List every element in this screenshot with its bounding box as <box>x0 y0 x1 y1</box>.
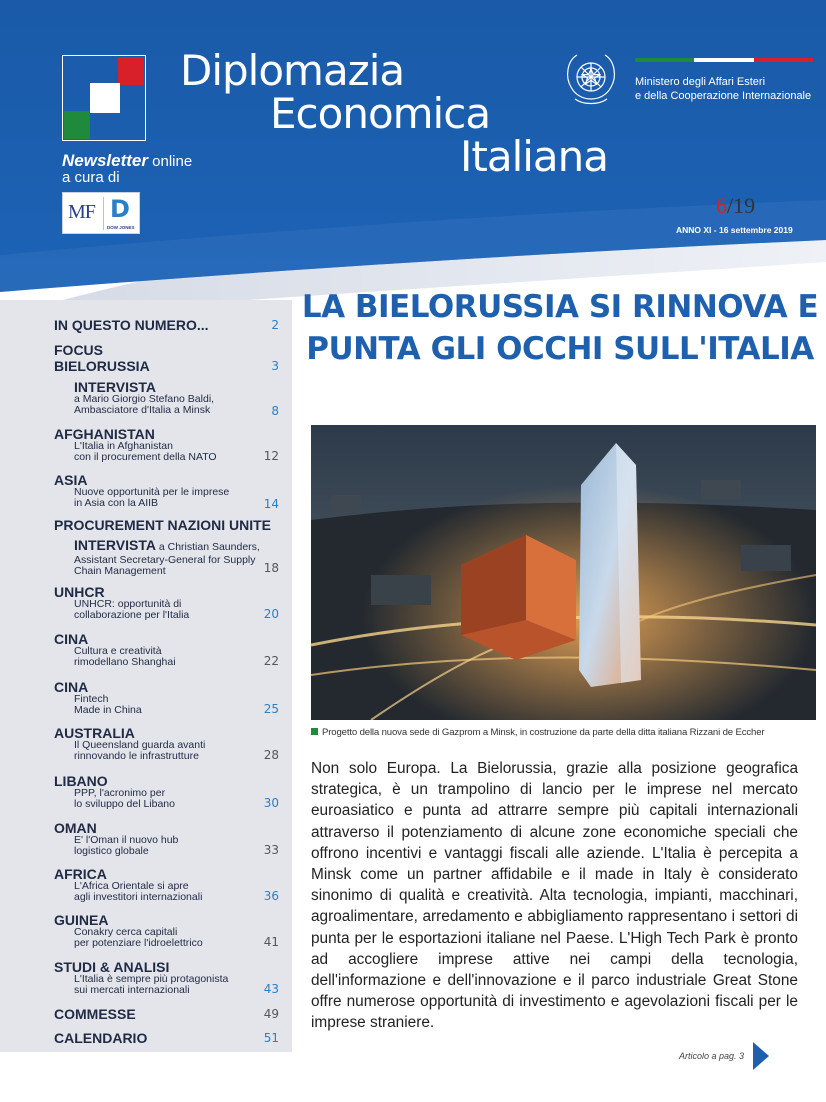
masthead-background <box>0 0 826 300</box>
brand-logo-mark <box>62 55 146 141</box>
ministry-line-2: e della Cooperazione Internazionale <box>635 90 812 103</box>
toc-heading: COMMESSE <box>54 1006 136 1022</box>
toc-entry-cina-fintech[interactable] <box>54 680 279 720</box>
mf-logo-text: MF <box>68 201 95 223</box>
toc-section-procurement <box>54 518 294 534</box>
toc-subtitle: Fintech Made in China <box>74 693 142 717</box>
toc-page-number: 43 <box>263 982 279 996</box>
toc-subtitle: E' l'Oman il nuovo hub logistico globale <box>74 834 179 858</box>
toc-subtitle: Il Queensland guarda avanti rinnovando le infrastrutture <box>74 739 206 763</box>
toc-subtitle: PPP, l'acronimo per lo sviluppo del Libano <box>74 787 175 811</box>
publication-title-line-3: Italiana <box>460 132 609 181</box>
toc-entry-asia[interactable] <box>54 473 279 513</box>
ministry-line-1: Ministero degli Affari Esteri <box>635 76 766 88</box>
toc-page-number: 12 <box>263 449 279 463</box>
toc-page-number: 51 <box>263 1031 279 1045</box>
dowjones-logo-letter: D <box>110 195 130 223</box>
toc-entry-bielorussia[interactable] <box>54 359 279 375</box>
toc-entry-cina-shanghai[interactable] <box>54 632 279 672</box>
toc-subtitle: Assistant Secretary-General for Supply Chain Management <box>74 554 256 578</box>
masthead <box>0 0 826 300</box>
gazprom-tower-render-image <box>311 425 816 720</box>
next-arrow-icon[interactable] <box>753 1042 769 1070</box>
toc-page-number: 30 <box>263 796 279 810</box>
ministry-name <box>635 75 811 104</box>
toc-page-number: 41 <box>263 935 279 949</box>
italian-republic-emblem-icon <box>561 47 621 111</box>
toc-entry-australia[interactable] <box>54 726 279 766</box>
toc-entry-studi-analisi[interactable] <box>54 960 279 1000</box>
toc-heading: BIELORUSSIA <box>54 358 150 374</box>
toc-entry-intervista-baldi[interactable] <box>54 380 279 420</box>
toc-page-number: 36 <box>263 889 279 903</box>
toc-heading: AUSTRALIA <box>54 725 135 741</box>
toc-heading: FOCUS <box>54 342 103 358</box>
toc-entry-intervista-saunders[interactable] <box>54 537 279 581</box>
toc-entry-africa[interactable] <box>54 867 279 907</box>
publication-title-line-2: Economica <box>270 89 491 138</box>
toc-page-number: 18 <box>263 561 279 575</box>
newsletter-curated-by: a cura di <box>62 168 120 186</box>
dowjones-logo-text: DOW JONES <box>107 225 135 230</box>
toc-heading: AFRICA <box>54 866 107 882</box>
toc-page-number: 20 <box>263 607 279 621</box>
mf-dowjones-logo <box>62 192 140 234</box>
toc-entry-libano[interactable] <box>54 774 279 814</box>
toc-subtitle: L'Italia in Afghanistan con il procurement della NATO <box>74 440 217 464</box>
issue-date: ANNO XI - 16 settembre 2019 <box>676 225 793 235</box>
toc-subtitle: Conakry cerca capitali per potenziare l'idroelettrico <box>74 926 203 950</box>
toc-heading: GUINEA <box>54 912 109 928</box>
toc-heading: STUDI & ANALISI <box>54 959 170 975</box>
toc-page-number: 8 <box>271 404 279 418</box>
toc-heading: OMAN <box>54 820 97 836</box>
photo-caption <box>311 727 821 738</box>
toc-subtitle: Cultura e creatività rimodellano Shanghai <box>74 645 176 669</box>
toc-heading: LIBANO <box>54 773 108 789</box>
toc-page-number: 14 <box>263 497 279 511</box>
caption-text: Progetto della nuova sede di Gazprom a Minsk, in costruzione da parte della ditta italiana Rizzani de Eccher <box>322 727 765 738</box>
toc-entry-guinea[interactable] <box>54 913 279 953</box>
toc-heading: AFGHANISTAN <box>54 426 155 442</box>
newsletter-label <box>62 152 192 186</box>
toc-page-number: 25 <box>263 702 279 716</box>
toc-entry-unhcr[interactable] <box>54 585 279 625</box>
article-body: Non solo Europa. La Bielorussia, grazie alla posizione geografica strategica, è un trampolino di lancio per le imprese nel mercato euroasiatico e punta ad attrarre sempre più capitali internazionali attraverso il potenziamento di alcune zone economiche speciali che offrono incentivi e vantaggi fiscali alle aziende. L'Italia è percepita a Minsk come un partner affidabile e il made in Italy è considerato sinonimo di qualità e creatività. Alta tecnologia, impianti, macchinari, agroalimentare, arredamento e abbigliamento rappresentano i settori di punta per le esportazioni italiane nel Paese. L'High Tech Park è pronto ad accogliere imprese attive nei campi della tecnologia, dell'informazione e dell'innovazione e il parco industriale Great Stone offre numerose opportunità di investimento e agevolazioni fiscali per le imprese straniere. <box>311 760 798 1032</box>
article-photo <box>311 425 816 720</box>
toc-subtitle: Nuove opportunità per le imprese in Asia con la AIIB <box>74 486 230 510</box>
publication-title-line-1: Diplomazia <box>180 46 405 95</box>
toc-heading: ASIA <box>54 472 88 488</box>
toc-page-number: 3 <box>271 359 279 373</box>
toc-heading: CALENDARIO <box>54 1030 148 1046</box>
issue-number <box>716 193 755 219</box>
caption-marker <box>311 728 318 735</box>
toc-subtitle: UNHCR: opportunità di collaborazione per l'Italia <box>74 598 190 622</box>
toc-subtitle: L'Africa Orientale si apre agli investitori internazionali <box>74 880 203 904</box>
toc-page-number: 49 <box>263 1007 279 1021</box>
toc-entry-calendario[interactable] <box>54 1031 279 1047</box>
toc-subtitle: L'Italia è sempre più protagonista sui mercati internazionali <box>74 973 229 997</box>
toc-entry-in-questo-numero[interactable] <box>54 318 279 334</box>
newsletter-online: online <box>147 153 193 170</box>
newsletter-bold: Newsletter <box>62 151 148 170</box>
toc-heading: CINA <box>54 679 89 695</box>
article-headline: LA BIELORUSSIA SI RINNOVA E PUNTA GLI OCCHI SULL'ITALIA <box>301 289 819 367</box>
toc-heading: IN QUESTO NUMERO... <box>54 317 209 333</box>
toc-entry-afghanistan[interactable] <box>54 427 279 467</box>
toc-heading-suffix: a Christian Saunders, <box>155 541 260 553</box>
italian-tricolor-bar <box>635 58 813 62</box>
issue-year: /19 <box>727 193 756 218</box>
toc-heading: CINA <box>54 631 89 647</box>
issue-number-value: 6 <box>716 193 727 218</box>
toc-page-number: 2 <box>271 318 279 332</box>
toc-entry-oman[interactable] <box>54 821 279 861</box>
toc-page-number: 22 <box>263 654 279 668</box>
toc-subtitle: a Mario Giorgio Stefano Baldi, Ambasciatore d'Italia a Minsk <box>74 393 215 417</box>
continue-link[interactable]: Articolo a pag. 3 <box>679 1051 745 1061</box>
toc-section-focus <box>54 343 279 359</box>
toc-entry-commesse[interactable] <box>54 1007 279 1023</box>
toc-heading: UNHCR <box>54 584 105 600</box>
toc-heading: INTERVISTA <box>74 537 156 553</box>
toc-heading: INTERVISTA <box>74 379 156 395</box>
toc-heading: PROCUREMENT NAZIONI UNITE <box>54 517 271 533</box>
toc-page-number: 28 <box>263 748 279 762</box>
toc-page-number: 33 <box>263 843 279 857</box>
